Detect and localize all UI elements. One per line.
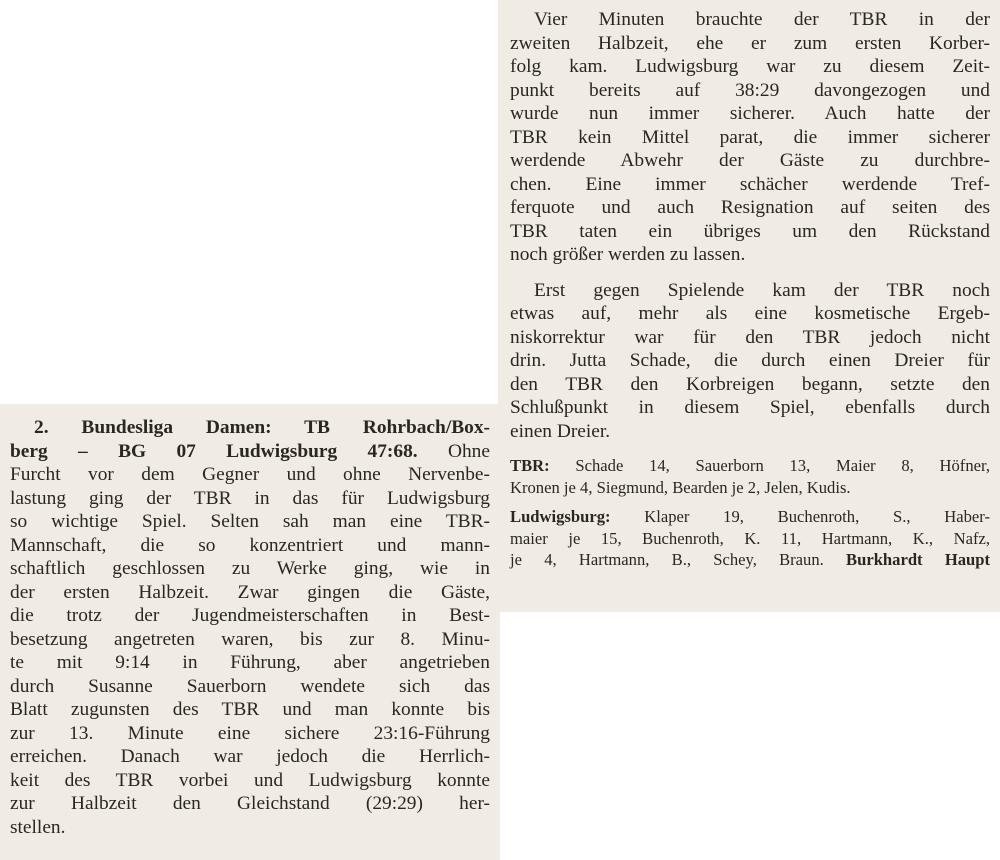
text-line: werdende Abwehr der Gäste zu durchbre- (510, 150, 990, 171)
tbr-scorers (510, 455, 990, 498)
text-line: der ersten Halbzeit. Zwar gingen die Gäste, (10, 581, 490, 603)
paragraph-second-half (510, 8, 990, 267)
headline: 2. Bundesliga Damen: TB Rohrbach/Box- (34, 417, 490, 438)
text-line: Kronen je 4, Siegmund, Bearden je 2, Jelen, Kudis. (510, 477, 851, 497)
text-line: maier je 15, Buchenroth, K. 11, Hartmann, K., Nafz, (510, 528, 990, 548)
scorers-text: Klaper 19, Buchenroth, S., Haber- (644, 507, 990, 526)
text-line: TBR kein Mittel parat, die immer sicherer (510, 126, 990, 148)
article-continuation-clipping (498, 0, 1000, 612)
scorers-text: Schade 14, Sauerborn 13, Maier 8, Höfner, (575, 456, 990, 475)
headline: berg – BG 07 Ludwigsburg 47:68. (10, 440, 418, 462)
text-line: so wichtige Spiel. Selten sah man eine TBR- (10, 511, 490, 532)
text-line (510, 455, 990, 477)
text-line: etwas auf, mehr als eine kosmetische Ergeb- (510, 303, 990, 324)
body-text: Ohne (447, 440, 490, 462)
headline-line (10, 416, 490, 440)
article-start-clipping (0, 404, 500, 860)
text-line: stellen. (10, 816, 66, 838)
text-line: Erst gegen Spielende kam der TBR noch (534, 279, 990, 301)
author-byline: Burkhardt Haupt (846, 550, 991, 569)
text-line: wurde nun immer sicherer. Auch hatte der (510, 103, 990, 124)
text-line: folg kam. Ludwigsburg war zu diesem Zeit- (510, 56, 990, 77)
team-label-tbr: TBR: (510, 456, 550, 475)
text-line (510, 549, 990, 571)
text-line: die trotz der Jugendmeisterschaften in Best- (10, 605, 490, 626)
scorers-text: je 4, Hartmann, B., Schey, Braun. (510, 550, 824, 569)
text-line: besetzung angetreten waren, bis zur 8. Minu- (10, 628, 490, 650)
text-line: Mannschaft, die so konzentriert und mann- (10, 534, 490, 556)
text-line: noch größer werden zu lassen. (510, 244, 746, 265)
text-line: einen Dreier. (510, 420, 611, 442)
text-line: zweiten Halbzeit, ehe er zum ersten Korber- (510, 32, 990, 54)
text-line: lastung ging der TBR in das für Ludwigsburg (10, 487, 490, 509)
paragraph-game-end (510, 279, 990, 444)
text-line: schaftlich geschlossen zu Werke ging, wie in (10, 558, 490, 579)
text-line: durch Susanne Sauerborn wendete sich das (10, 675, 490, 697)
text-line: keit des TBR vorbei und Ludwigsburg konnte (10, 769, 490, 791)
text-line: erreichen. Danach war jedoch die Herrlich- (10, 746, 490, 767)
text-line: te mit 9:14 in Führung, aber angetrieben (10, 652, 490, 673)
text-line: ferquote und auch Resignation auf seiten des (510, 197, 990, 218)
text-line: Vier Minuten brauchte der TBR in der (534, 9, 990, 30)
text-line: chen. Eine immer schächer werdende Tref- (510, 173, 990, 195)
team-label-ludwigsburg: Ludwigsburg: (510, 507, 611, 526)
text-line: niskorrektur war für den TBR jedoch nicht (510, 326, 990, 348)
ludwigsburg-scorers (510, 506, 990, 571)
text-line: drin. Jutta Schade, die durch einen Dreier für (510, 350, 990, 371)
text-line: punkt bereits auf 38:29 davongezogen und (510, 79, 990, 101)
text-line: Schlußpunkt in diesem Spiel, ebenfalls durch (510, 397, 990, 418)
text-line: zur Halbzeit den Gleichstand (29:29) her- (10, 793, 490, 814)
text-line: Blatt zugunsten des TBR und man konnte bis (10, 699, 490, 720)
text-line: Furcht vor dem Gegner und ohne Nervenbe- (10, 464, 490, 485)
text-line (510, 506, 990, 528)
text-line: den TBR den Korbreigen begann, setzte den (510, 373, 990, 395)
text-line: zur 13. Minute eine sichere 23:16-Führung (10, 722, 490, 744)
headline-line (10, 440, 490, 464)
text-line: TBR taten ein übriges um den Rückstand (510, 220, 990, 242)
